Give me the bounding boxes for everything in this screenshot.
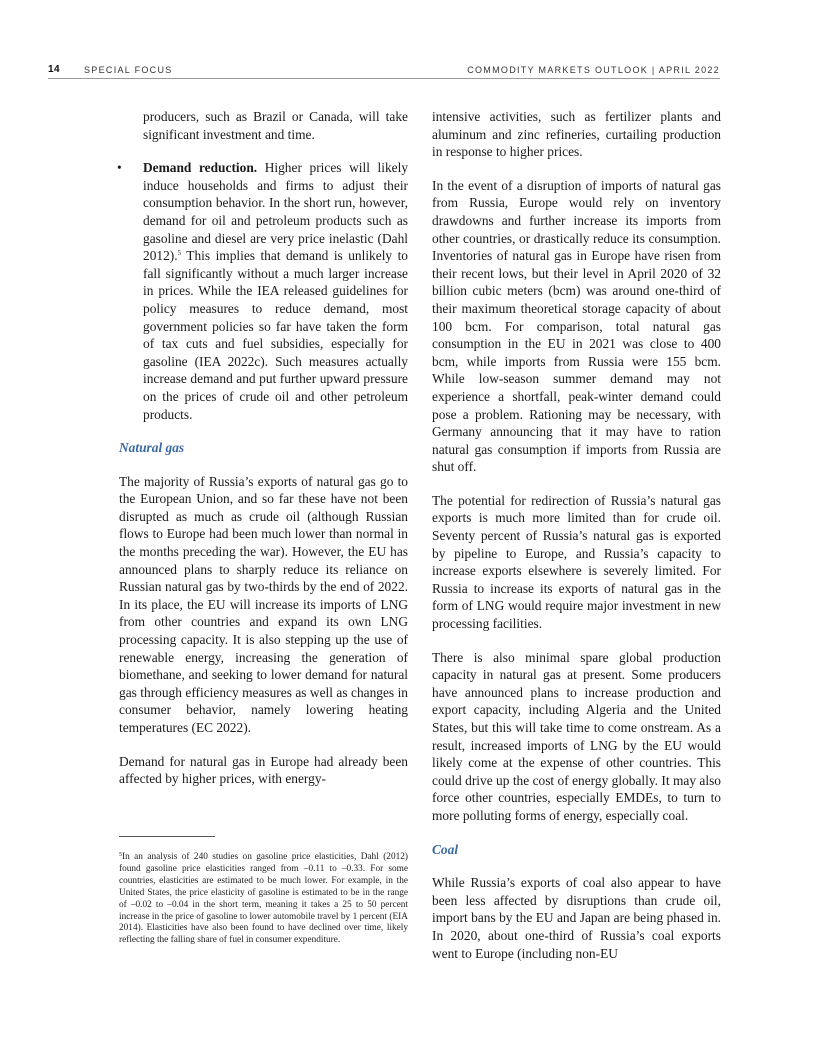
bullet-item-demand-reduction (119, 159, 408, 423)
publication-title: COMMODITY MARKETS OUTLOOK | APRIL 2022 (467, 65, 720, 75)
paragraph: Demand for natural gas in Europe had already been affected by higher prices, with energy- (119, 753, 408, 787)
bullet-text: Higher prices will likely induce households and firms to adjust their consumption behavior. In the short run, however, demand for oil and petroleum products such as gasoline and diesel are very price inelastic (Dahl 2012). (143, 160, 409, 264)
paragraph: producers, such as Brazil or Canada, will take significant investment and time. (143, 109, 408, 142)
bullet-heading: Demand reduction. (143, 160, 258, 176)
bullet-icon: • (117, 160, 122, 176)
header-divider (48, 78, 720, 79)
paragraph: While Russia’s exports of coal also appear to have been less affected by disruptions than crude oil, import bans by the EU and Japan are being phased in. In 2020, about one-third of Russia’s coal exports went to Europe (including non-EU (432, 875, 721, 961)
subhead-natural-gas: Natural gas (119, 440, 185, 456)
right-column (432, 108, 721, 978)
paragraph: intensive activities, such as fertilizer plants and aluminum and zinc refineries, curtailing production in response to higher prices. (432, 109, 721, 160)
footnote (119, 852, 408, 947)
paragraph: The majority of Russia’s exports of natural gas go to the European Union, and so far these have not been disrupted as much as crude oil (although Russian flows to Europe had been much lower than normal in the months preceding the war). However, the EU has announced plans to sharply reduce its reliance on Russian natural gas by two-thirds by the end of 2022. In its place, the EU will increase its imports of LNG from other countries and expand its own LNG processing capacity. It is also stepping up the use of renewable energy, increasing the generation of biomethane, and seeking to lower demand for natural gas through efficiency measures as well as changes in consumer behavior, namely lowering heating temperatures (EC 2022). (119, 473, 408, 735)
footnote-text: In an analysis of 240 studies on gasoline price elasticities, Dahl (2012) found gasoline price elasticities ranged from –0.11 to –0.33. For some countries, elasticities are estimated to be much lower. For example, in the United States, the price elasticity of gasoline is estimated to be in the range of –0.02 to –0.04 in the short term, meaning it takes a 25 to 50 percent increase in the price of gasoline to lower automobile travel by 1 percent (EIA 2014). Elasticities have also been found to have declined over time, likely reflecting the falling share of fuel in consumer expenditure. (119, 852, 408, 946)
footnote-mark: 5 (119, 852, 122, 858)
left-column (119, 108, 408, 804)
bullet-text-continued: This implies that demand is unlikely to fall significantly without a much larger increase in prices. While the IEA released guidelines for policy measures to reduce demand, most government policies so far have taken the form of tax cuts and fuel subsidies, especially for gasoline (IEA 2022c). Such measures actually increase demand and put further upward pressure on the prices of crude oil and other petroleum products. (143, 248, 408, 422)
footnote-divider (119, 836, 215, 837)
paragraph: There is also minimal spare global production capacity in natural gas at present. Some producers have announced plans to increase production and export capacity, including Algeria and the United States, but this will take time to come onstream. As a result, increased imports of LNG by the EU would likely come at the expense of other countries. This could drive up the cost of energy globally. It may also force other countries, especially EMDEs, to turn to more polluting forms of energy, especially coal. (432, 649, 721, 823)
subhead-coal: Coal (432, 841, 459, 857)
paragraph: In the event of a disruption of imports of natural gas from Russia, Europe would rely on inventory drawdowns and further increase its imports from other countries, or drastically reduce its consumption. Inventories of natural gas in Europe have risen from their recent lows, but their level in April 2020 of 32 billion cubic meters (bcm) was around one-third of their maximum theoretical storage capacity of about 100 bcm. For comparison, total natural gas consumption in the EU in 2021 was close to 400 bcm, while imports from Russia were 155 bcm. While low-season summer demand may not experience a shortfall, peak-winter demand could pose a problem. Rationing may be necessary, with Germany announcing that it may have to ration natural gas consumption if imports from Russia are shut off. (432, 177, 721, 475)
section-label: SPECIAL FOCUS (84, 65, 173, 75)
page-number: 14 (48, 64, 61, 75)
page-header (48, 64, 720, 78)
footnote-reference[interactable]: 5 (177, 249, 182, 258)
paragraph: The potential for redirection of Russia’s natural gas exports is much more limited than for crude oil. Seventy percent of Russia’s natural gas is exported by pipeline to Europe, and Russia’s capacity to increase exports elsewhere is severely limited. For Russia to increase its exports of natural gas in the form of LNG would require major investment in new processing facilities. (432, 492, 721, 632)
